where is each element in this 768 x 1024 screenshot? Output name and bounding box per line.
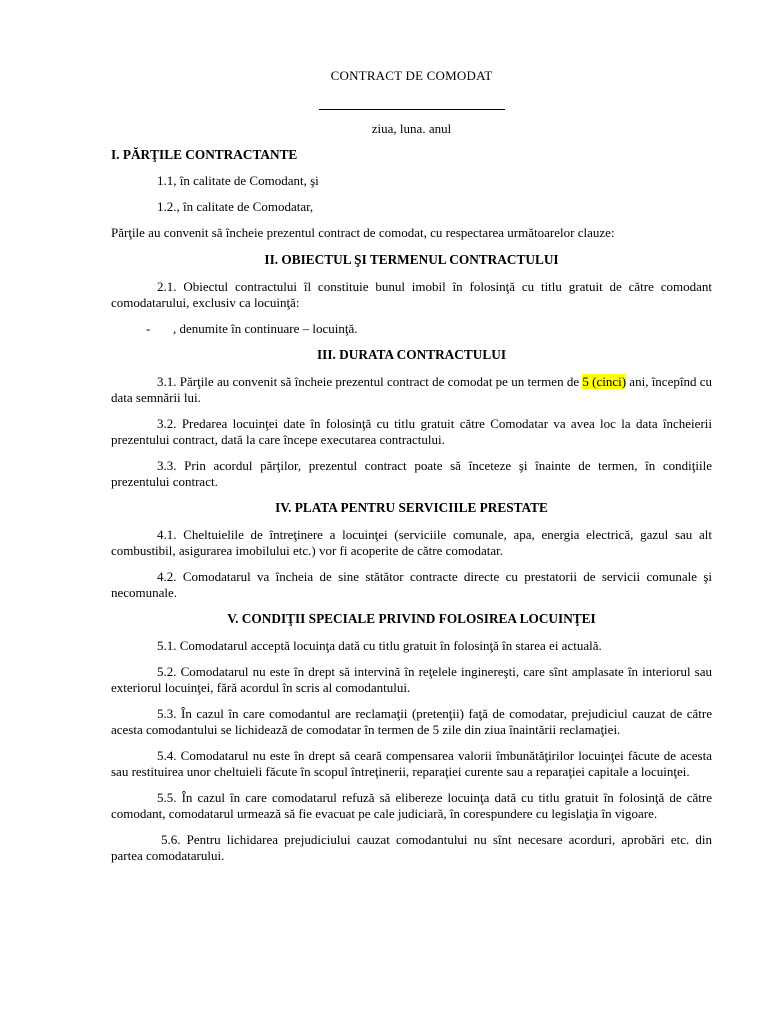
clause-3-1-end: ani, începînd cu data semnării lui. <box>111 374 712 405</box>
contract-body <box>111 68 712 864</box>
section-heading-2: II. OBIECTUL ŞI TERMENUL CONTRACTULUI <box>264 252 559 267</box>
clause-3-3: 3.3. Prin acordul părţilor, prezentul contract poate să înceteze şi înainte de termen, în condiţiile prezentului contract. <box>111 458 712 489</box>
clause-1-1: 1.1, în calitate de Comodant, şi <box>157 173 319 188</box>
clause-4-1: 4.1. Cheltuielile de întreţinere a locuinţei (serviciile comunale, apa, energia electrică, gazul sau alt combustibil, asigurarea imobilului etc.) vor fi acoperite de către comodatar. <box>111 527 712 558</box>
section-heading-3: III. DURATA CONTRACTULUI <box>316 347 506 362</box>
clause-4-2: 4.2. Comodatarul va încheia de sine stătător contracte directe cu prestatorii de servicii comunale şi necomunale. <box>111 569 712 600</box>
term-highlight: 5 (cinci) <box>582 374 627 389</box>
clause-5-2: 5.2. Comodatarul nu este în drept să intervină în reţelele inginereşti, care sînt amplasate în interiorul sau exteriorul locuinţei, fără acordul în scris al comodantului. <box>111 664 712 695</box>
clause-5-4: 5.4. Comodatarul nu este în drept să ceară compensarea valorii îmbunătăţirilor locuinţei făcute de acesta sau restituirea unor cheltuieli făcute în scopul întreţinerii, reparaţiei curente sau a reparaţiei capitale a locuinţei. <box>111 748 712 779</box>
parties-agreement: Părţile au convenit să încheie prezentul contract de comodat, cu respectarea următoarelor clauze: <box>111 225 615 240</box>
section-heading-1: I. PĂRŢILE CONTRACTANTE <box>111 147 298 162</box>
clause-5-1: 5.1. Comodatarul acceptă locuinţa dată cu titlu gratuit în folosinţă în starea ei actuală. <box>157 638 602 653</box>
section-heading-5: V. CONDIŢII SPECIALE PRIVIND FOLOSIREA LOCUINŢEI <box>227 611 596 626</box>
signature-line <box>319 109 505 110</box>
clause-1-2: 1.2., în calitate de Comodatar, <box>157 199 314 214</box>
clause-5-5: 5.5. În cazul în care comodatarul refuză să elibereze locuinţa dată cu titlu gratuit în folosinţă de către comodant, comodatarul urmează să fie evacuat pe cale judiciară, în corespundere cu legislaţia în vigoare. <box>111 790 712 821</box>
bullet-dash: - <box>146 321 151 336</box>
clause-5-3: 5.3. În cazul în care comodantul are reclamaţii (pretenţii) faţă de comodatar, prejudiciul cauzat de către acesta comodantului se lichidează de comodatar în termen de 5 zile din ziua înaintării reclamaţiei. <box>111 706 712 737</box>
clause-5-6: 5.6. Pentru lichidarea prejudiciului cauzat comodantului nu sînt necesare acorduri, aprobări etc. din partea comodatarului. <box>111 832 712 863</box>
date-label: ziua, luna. anul <box>371 121 452 136</box>
document-title: CONTRACT DE COMODAT <box>330 68 493 83</box>
clause-3-1-text: 3.1. Părţile au convenit să încheie prezentul contract de comodat pe un termen de <box>157 374 583 389</box>
clause-3-2: 3.2. Predarea locuinţei date în folosinţă cu titlu gratuit către Comodatar va avea loc la data încheierii prezentului contract, dată la care începe executarea contractului. <box>111 416 712 447</box>
clause-3-1 <box>111 374 712 406</box>
bullet-text: , denumite în continuare – locuinţă. <box>173 321 358 336</box>
clause-2-1: 2.1. Obiectul contractului îl constituie bunul imobil în folosinţă cu titlu gratuit de către comodant comodatarului, exclusiv ca locuinţă: <box>111 279 712 310</box>
section-heading-4: IV. PLATA PENTRU SERVICIILE PRESTATE <box>275 500 548 515</box>
object-bullet <box>146 321 712 337</box>
